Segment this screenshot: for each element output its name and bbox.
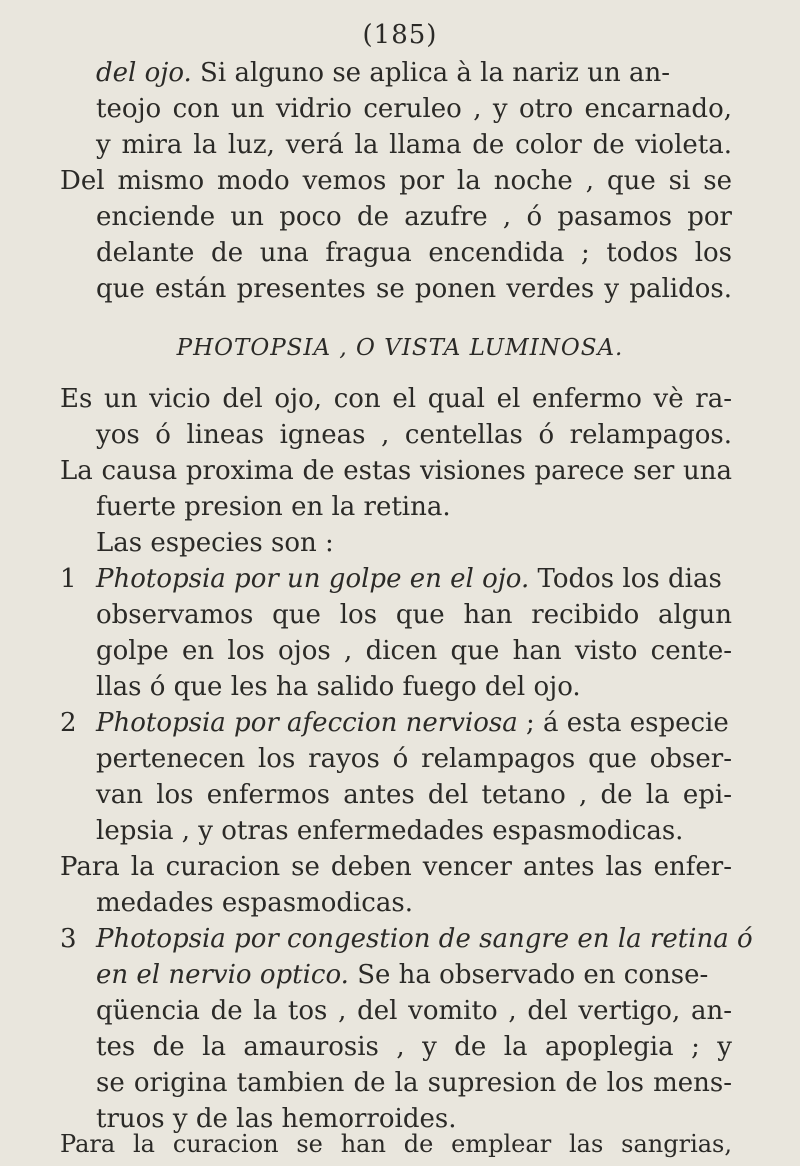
text-line: Del mismo modo vemos por la noche , que si se [60,166,732,196]
item-number: 3 [60,924,77,954]
item-number: 1 [60,564,77,594]
text-span: Si alguno se aplica à la nariz un an- [191,58,671,88]
item-number: 2 [60,708,77,738]
text-line: observamos que los que han recibido algun [96,600,732,630]
text-line: Es un vicio del ojo, con el qual el enfermo vè ra- [60,384,732,414]
text-line [96,57,732,89]
text-line [96,707,732,739]
text-span: Todos los dias [529,564,722,594]
text-line: llas ó que les ha salido fuego del ojo. [96,672,581,702]
page-number: (185) [362,20,438,50]
text-line: qüencia de la tos , del vomito , del vertigo, an- [96,996,732,1026]
text-span: Se ha observado en conse- [348,960,709,990]
section-heading: PHOTOPSIA , O VISTA LUMINOSA. [176,335,624,361]
text-line: teojo con un vidrio ceruleo , y otro encarnado, [96,94,732,124]
text-line: medades espasmodicas. [96,888,413,918]
text-line: fuerte presion en la retina. [96,492,451,522]
text-line: truos y de las hemorroides. [96,1104,457,1134]
italic-term: del ojo. [96,58,192,88]
italic-term: Photopsia por un golpe en el ojo. [96,564,530,594]
text-line: golpe en los ojos , dicen que han visto cente- [96,636,732,666]
text-line: yos ó lineas igneas , centellas ó relampagos. [96,420,732,450]
text-span: ; á esta especie [517,708,729,738]
italic-term: en el nervio optico. [96,960,349,990]
text-line: lepsia , y otras enfermedades espasmodicas. [96,816,684,846]
text-line: delante de una fragua encendida ; todos los [96,238,732,268]
text-line: La causa proxima de estas visiones parece ser una [60,456,732,486]
text-line: y mira la luz, verá la llama de color de violeta. [96,130,732,160]
text-line: pertenecen los rayos ó relampagos que obser- [96,744,732,774]
text-line: Las especies son : [96,528,334,558]
text-line: enciende un poco de azufre , ó pasamos por [96,202,732,232]
text-line: Para la curacion se deben vencer antes las enfer- [60,852,732,882]
italic-term: Photopsia por afeccion nerviosa [96,708,518,738]
text-line: van los enfermos antes del tetano , de la epi- [96,780,732,810]
text-line [96,959,732,991]
text-line: Para la curacion se han de emplear las sangrias, [60,1130,732,1158]
text-line [96,563,732,595]
italic-term: Photopsia por congestion de sangre en la retina ó [96,924,753,954]
text-line: se origina tambien de la supresion de los mens- [96,1068,732,1098]
text-line: tes de la amaurosis , y de la apoplegia ; y [96,1032,732,1062]
text-line: que están presentes se ponen verdes y palidos. [96,274,732,304]
